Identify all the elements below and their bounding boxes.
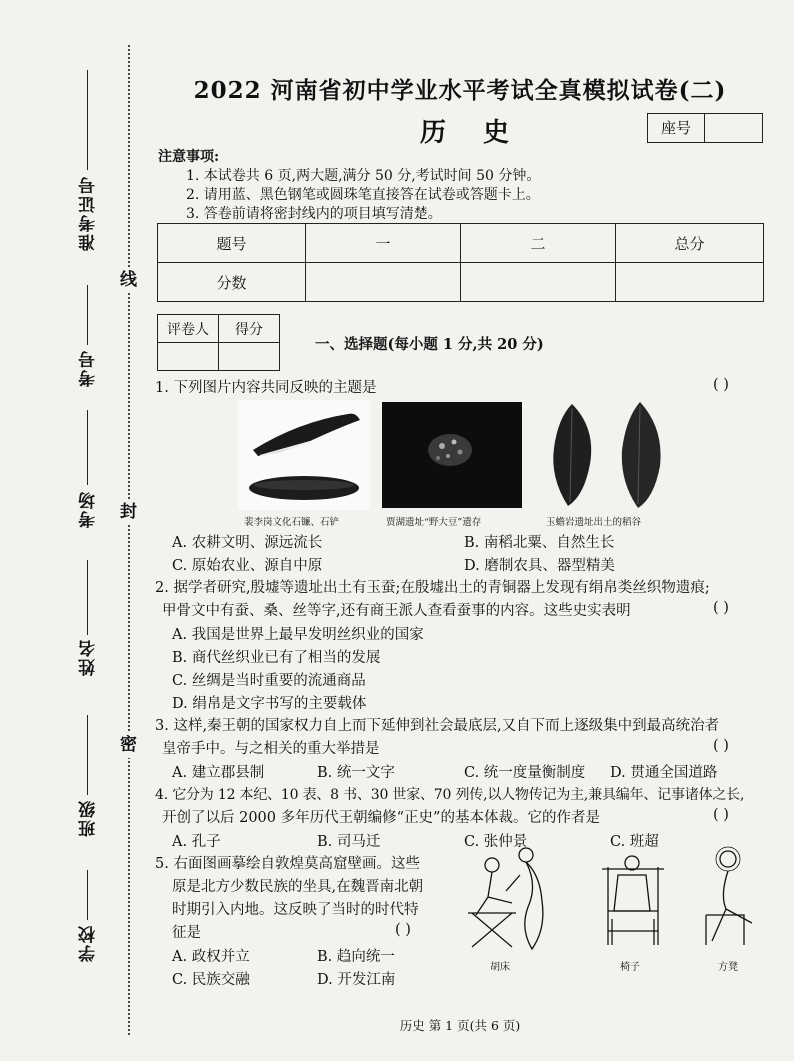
q2-option-a[interactable]: A. 我国是世界上最早发明丝织业的国家	[172, 627, 424, 643]
q4-option-d[interactable]: C. 班超	[610, 834, 659, 850]
q1-option-a[interactable]: A. 农耕文明、源远流长	[172, 535, 323, 551]
exam-title: 2022 河南省初中学业水平考试全真模拟试卷(二)	[193, 77, 727, 104]
question-4-stem-line1: 4. 它分为 12 本纪、10 表、8 书、30 世家、70 列传,以人物传记为主,兼具编年、记事诸体之长,	[155, 787, 745, 803]
score-cell-label: 题号	[158, 224, 306, 263]
score-cell-total: 总分	[616, 224, 764, 263]
answer-paren-5[interactable]: ( )	[395, 922, 411, 938]
q5-option-c[interactable]: C. 民族交融	[172, 972, 250, 988]
seat-number-box[interactable]	[647, 113, 763, 143]
question-5-stem-line1: 5. 右面图画摹绘自敦煌莫高窟壁画。这些	[155, 856, 420, 872]
question-4-stem-line2: 开创了以后 2000 多年历代王朝编修“正史”的基本体裁。它的作者是	[162, 810, 600, 826]
seal-word-mi: 密	[120, 733, 137, 758]
q2-option-c[interactable]: C. 丝绸是当时重要的流通商品	[172, 673, 366, 689]
q2-option-b[interactable]: B. 商代丝织业已有了相当的发展	[172, 650, 381, 666]
binding-margin	[0, 0, 150, 1061]
answer-paren-3[interactable]: ( )	[713, 738, 729, 754]
question-5-stem-line4: 征是	[172, 925, 201, 941]
question-1-stem: 1. 下列图片内容共同反映的主题是	[155, 380, 377, 396]
note-item: 1. 本试卷共 6 页,两大题,满分 50 分,考试时间 50 分钟。	[186, 168, 541, 184]
question-3-stem-line2: 皇帝手中。与之相关的重大举措是	[162, 741, 380, 757]
field-exam-room[interactable]: 考场	[74, 410, 104, 540]
score-input-part2[interactable]	[461, 263, 616, 302]
field-name[interactable]: 姓名	[74, 560, 104, 695]
question-5-stem-line2: 原是北方少数民族的坐具,在魏晋南北朝	[172, 879, 424, 895]
caption-stone-tools: 裴李岗文化石镰、石铲	[244, 517, 340, 528]
section-title: 一、选择题(每小题 1 分,共 20 分)	[315, 336, 544, 353]
seal-word-feng: 封	[120, 500, 137, 525]
question-2-stem-line2: 甲骨文中有蚕、桑、丝等字,还有商王派人查看蚕事的内容。这些史实表明	[162, 603, 631, 619]
caption-square-stool: 方凳	[718, 962, 738, 973]
score-input[interactable]	[219, 343, 280, 371]
seal-word-xian: 线	[120, 268, 137, 293]
answer-paren-2[interactable]: ( )	[713, 600, 729, 616]
dunhuang-mural-drawings	[462, 845, 762, 955]
seat-input-cell[interactable]	[705, 114, 762, 142]
score-input-part1[interactable]	[306, 263, 461, 302]
wild-soybean-image	[382, 402, 522, 508]
field-school[interactable]: 学校	[74, 870, 104, 990]
grader-label: 评卷人	[158, 315, 219, 343]
q5-option-a[interactable]: A. 政权并立	[172, 949, 250, 965]
note-item: 2. 请用蓝、黑色钢笔或圆珠笔直接答在试卷或答题卡上。	[186, 187, 540, 203]
answer-paren-4[interactable]: ( )	[713, 807, 729, 823]
question-5-stem-line3: 时期引入内地。这反映了当时的时代特	[172, 902, 419, 918]
score-input-total[interactable]	[616, 263, 764, 302]
q2-option-d[interactable]: D. 绢帛是文字书写的主要载体	[172, 696, 367, 712]
page-footer: 历史 第 1 页(共 6 页)	[399, 1018, 521, 1033]
subject-title: 历 史	[420, 118, 524, 148]
score-table-header-row	[158, 224, 764, 263]
caption-rice-grain: 玉蟾岩遗址出土的稻谷	[546, 517, 642, 528]
score-label: 得分	[219, 315, 280, 343]
field-class[interactable]: 班级	[74, 715, 104, 855]
exam-notes	[158, 148, 540, 224]
q1-option-b[interactable]: B. 南稻北粟、自然生长	[464, 535, 615, 551]
q1-option-c[interactable]: C. 原始农业、源自中原	[172, 558, 323, 574]
caption-hu-chuang: 胡床	[490, 962, 510, 973]
q3-option-c[interactable]: C. 统一度量衡制度	[464, 765, 586, 781]
q5-option-b[interactable]: B. 趋向统一	[317, 949, 395, 965]
score-row-label: 分数	[158, 263, 306, 302]
score-table-score-row	[158, 263, 764, 302]
caption-wild-soybean: 贾湖遗址“野大豆”遗存	[386, 517, 482, 528]
score-cell-part1: 一	[306, 224, 461, 263]
seal-dotted-line	[128, 45, 130, 1035]
q1-option-d[interactable]: D. 磨制农具、器型精美	[464, 558, 615, 574]
stone-sickle-shovel-image	[238, 400, 370, 510]
note-item: 3. 答卷前请将密封线内的项目填写清楚。	[186, 206, 442, 222]
q4-option-a[interactable]: A. 孔子	[172, 834, 221, 850]
q5-option-d[interactable]: D. 开发江南	[317, 972, 396, 988]
q4-option-b[interactable]: B. 司马迁	[317, 834, 381, 850]
score-table	[157, 223, 764, 302]
grader-table	[157, 314, 280, 371]
rice-grain-image	[542, 398, 682, 510]
seat-label: 座号	[648, 114, 705, 142]
q4-option-c[interactable]: C. 张仲景	[464, 834, 528, 850]
grader-input[interactable]	[158, 343, 219, 371]
question-3-stem-line1: 3. 这样,秦王朝的国家权力自上而下延伸到社会最底层,又自下而上逐级集中到最高统治者	[155, 718, 720, 734]
notes-heading: 注意事项:	[158, 149, 220, 165]
field-exam-number[interactable]: 考号	[74, 285, 104, 395]
q3-option-d[interactable]: D. 贯通全国道路	[610, 765, 718, 781]
field-exam-cert-number[interactable]: 准考证号	[74, 70, 104, 270]
q3-option-a[interactable]: A. 建立郡县制	[172, 765, 265, 781]
score-cell-part2: 二	[461, 224, 616, 263]
caption-chair: 椅子	[620, 962, 640, 973]
q3-option-b[interactable]: B. 统一文字	[317, 765, 395, 781]
answer-paren-1[interactable]: ( )	[713, 377, 729, 393]
question-2-stem-line1: 2. 据学者研究,殷墟等遗址出土有玉蚕;在殷墟出土的青铜器上发现有绢帛类丝织物遗痕;	[155, 580, 710, 596]
